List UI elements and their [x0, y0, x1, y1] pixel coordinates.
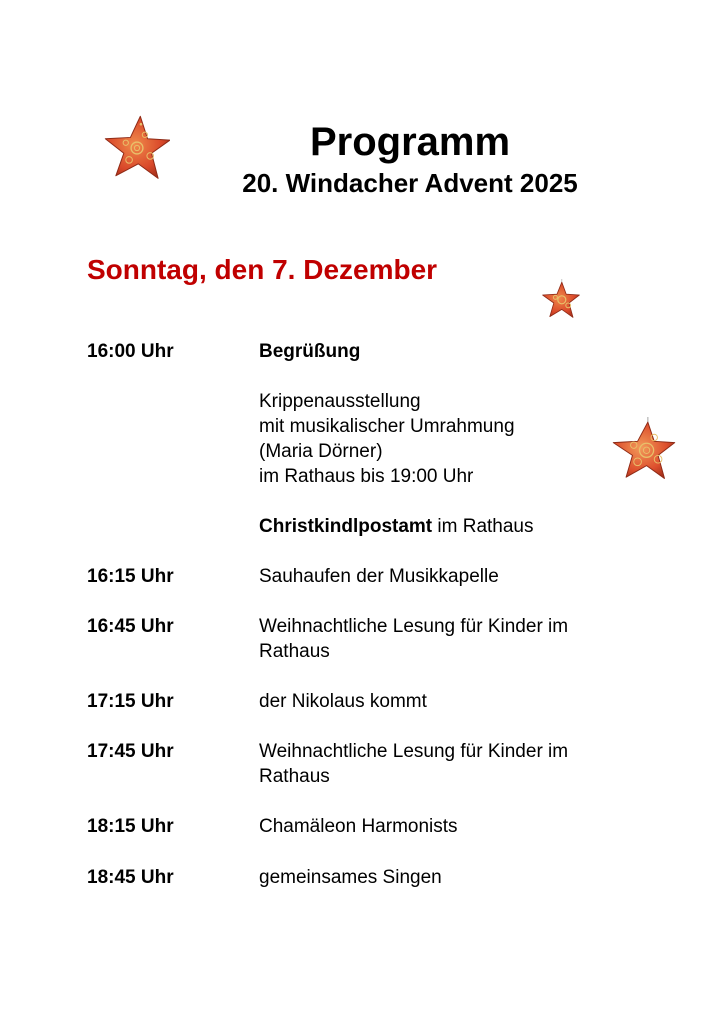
schedule-row [87, 614, 687, 664]
event-line: (Maria Dörner) [259, 441, 383, 462]
event-text: im Rathaus [432, 516, 534, 537]
schedule-row [87, 689, 687, 714]
page-subtitle: 20. Windacher Advent 2025 [242, 168, 578, 198]
schedule-row [87, 739, 687, 789]
event-line: Weihnachtliche Lesung für Kinder im [259, 616, 569, 637]
schedule-time: 17:15 Uhr [87, 691, 174, 712]
schedule-events [259, 865, 687, 890]
schedule-events [259, 339, 687, 539]
event-line: Weihnachtliche Lesung für Kinder im [259, 741, 569, 762]
star-ornament-icon [541, 277, 581, 321]
schedule-list [87, 339, 687, 890]
event-line: Sauhaufen der Musikkapelle [259, 566, 499, 587]
schedule-row [87, 339, 687, 539]
page-title: Programm [309, 120, 511, 164]
event-line: im Rathaus bis 19:00 Uhr [259, 466, 474, 487]
schedule-events [259, 814, 687, 839]
date-heading: Sonntag, den 7. Dezember [87, 254, 438, 285]
event-line: gemeinsames Singen [259, 867, 442, 888]
event-line: Chamäleon Harmonists [259, 816, 458, 837]
event-block [259, 389, 687, 489]
schedule-time: 16:15 Uhr [87, 566, 174, 587]
schedule-time: 17:45 Uhr [87, 741, 174, 762]
event-block [259, 339, 687, 364]
event-line: der Nikolaus kommt [259, 691, 427, 712]
schedule-row [87, 564, 687, 589]
schedule-events [259, 739, 687, 789]
schedule-row [87, 865, 687, 890]
schedule-row [87, 814, 687, 839]
schedule-time: 16:00 Uhr [87, 341, 174, 362]
schedule-time: 16:45 Uhr [87, 616, 174, 637]
event-title: Christkindlpostamt [259, 516, 433, 537]
schedule-time: 18:15 Uhr [87, 816, 174, 837]
event-line: Krippenausstellung [259, 391, 421, 412]
schedule-events [259, 689, 687, 714]
schedule-events [259, 614, 687, 664]
event-title: Begrüßung [259, 341, 361, 362]
event-block [259, 514, 687, 539]
schedule-events [259, 564, 687, 589]
event-line [259, 514, 687, 539]
event-line: Rathaus [259, 766, 330, 787]
event-line: Rathaus [259, 641, 330, 662]
schedule-time: 18:45 Uhr [87, 867, 174, 888]
event-line: mit musikalischer Umrahmung [259, 416, 515, 437]
